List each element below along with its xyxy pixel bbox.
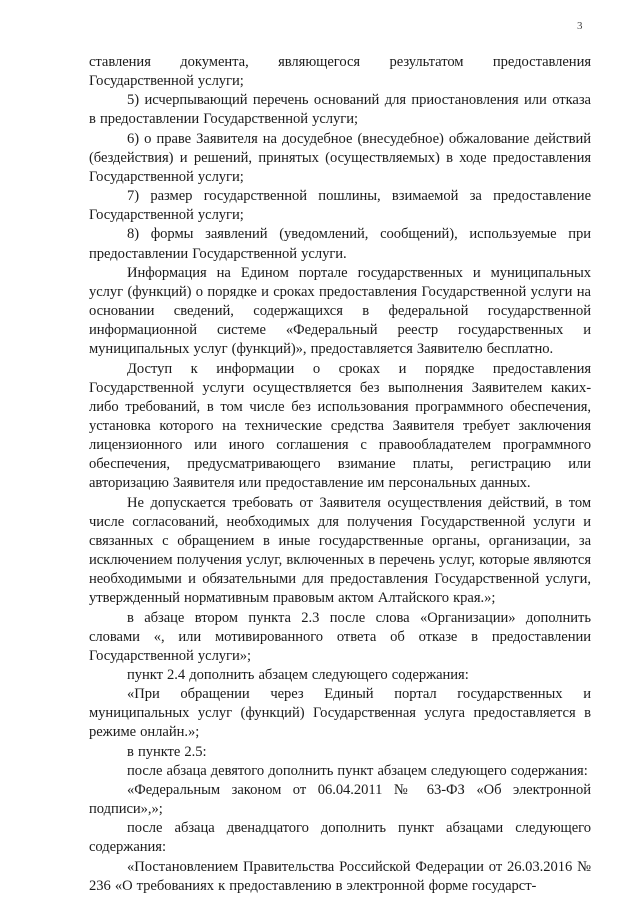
paragraph: «При обращении через Единый портал государственных и муниципальных услуг (функций) Государственная услуга предоставляется в режиме онлайн.»; bbox=[89, 686, 591, 741]
document-body bbox=[89, 53, 591, 896]
paragraph: в пункте 2.5: bbox=[127, 743, 207, 760]
paragraph: ставления документа, являющегося результатом предоставления Государственной услуги; bbox=[89, 54, 591, 90]
paragraph: 6) о праве Заявителя на досудебное (внесудебное) обжалование действий (бездействия) и решений, принятых (осуществляемых) в ходе предоставления Государственной услуги; bbox=[89, 130, 591, 185]
paragraph: 7) размер государственной пошлины, взимаемой за предоставление Государственной услуги; bbox=[89, 188, 591, 224]
page-number: 3 bbox=[577, 20, 583, 32]
paragraph: «Федеральным законом от 06.04.2011 № 63-ФЗ «Об электронной подписи»,»; bbox=[89, 781, 591, 818]
paragraph: «Постановлением Правительства Российской Федерации от 26.03.2016 № 236 «О требованиях к предоставлению в электронной форме государст- bbox=[89, 858, 591, 894]
paragraph: в абзаце втором пункта 2.3 после слова «Организации» дополнить словами «, или мотивированного ответа об отказе в предоставлении Государственной услуги»; bbox=[89, 609, 591, 664]
paragraph: после абзаца двенадцатого дополнить пункт абзацами следующего содержания: bbox=[89, 820, 591, 856]
paragraph: Доступ к информации о сроках и порядке предоставления Государственной услуги осуществляется без выполнения Заявителем каких-либо требований, в том числе без использования программного обеспечения, установка которого на технические средства Заявителя требует заключения лицензионного или иного соглашения с правообладателем программного обеспечения, предусматривающего взимание платы, регистрацию или авторизацию Заявителя или предоставление им персональных данных. bbox=[89, 360, 591, 492]
paragraph: Не допускается требовать от Заявителя осуществления действий, в том числе согласований, необходимых для получения Государственной услуги и связанных с обращением в иные государственные органы, организации, за исключением получения услуг, включенных в перечень услуг, которые являются необходимыми и обязательными для предоставления Государственной услуги, утвержденный нормативным правовым актом Алтайского края.»; bbox=[89, 494, 591, 607]
paragraph: Информация на Едином портале государственных и муниципальных услуг (функций) о порядке и сроках предоставления Государственной услуги на основании сведений, содержащихся в федеральной государственной информационной системе «Федеральный реестр государственных и муниципальных услуг (функций)», предоставляется Заявителю бесплатно. bbox=[89, 264, 591, 358]
paragraph: 5) исчерпывающий перечень оснований для приостановления или отказа в предоставлении Государственной услуги; bbox=[89, 92, 591, 128]
paragraph: 8) формы заявлений (уведомлений, сообщений), используемые при предоставлении Государственной услуги. bbox=[89, 226, 591, 262]
paragraph: пункт 2.4 дополнить абзацем следующего содержания: bbox=[127, 667, 469, 683]
paragraph: после абзаца девятого дополнить пункт абзацем следующего содержания: bbox=[127, 762, 588, 779]
